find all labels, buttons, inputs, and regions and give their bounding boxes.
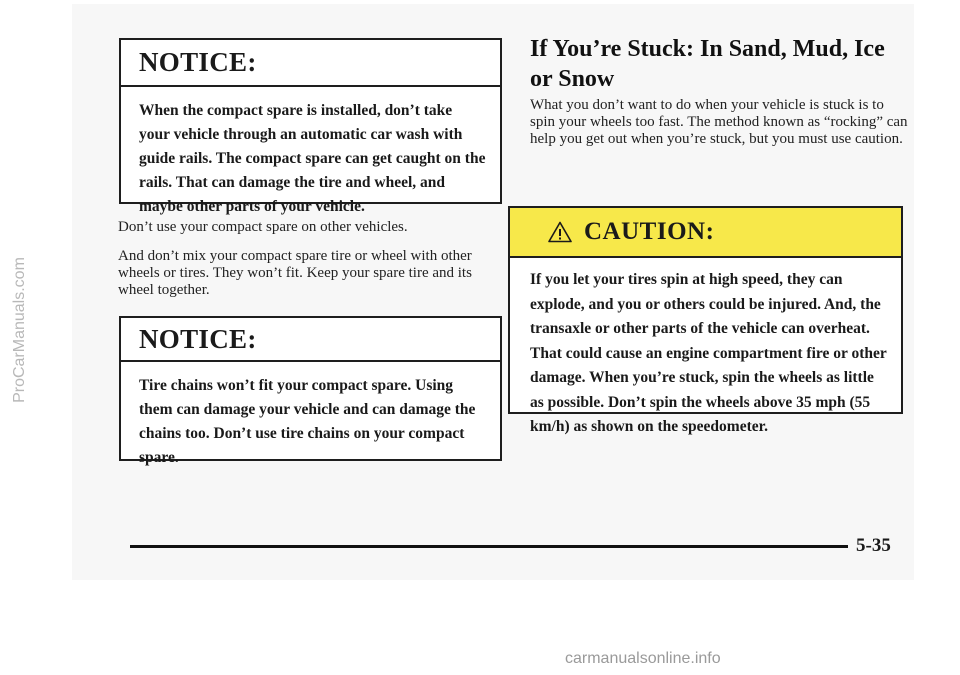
- caution-box: [508, 206, 903, 435]
- bottom-watermark: carmanualsonline.info: [565, 650, 721, 667]
- notice-body: When the compact spare is installed, don’t take your vehicle through an automatic car wash with guide rails. The compact spare can get caught on the rails. That can damage the tire and wheel, and maybe other parts of your vehicle.: [139, 102, 486, 215]
- notice-header: [121, 318, 500, 362]
- notice-title: NOTICE:: [139, 47, 257, 77]
- paragraph-dont-mix: And don’t mix your compact spare tire or wheel with other wheels or tires. They won’t fit. Keep your spare tire and its wheel together.: [118, 248, 472, 298]
- side-watermark: ProCarManuals.com: [11, 257, 29, 403]
- paragraph-other-vehicles: Don’t use your compact spare on other vehicles.: [118, 219, 408, 235]
- notice-body: Tire chains won’t fit your compact spare. Using them can damage your vehicle and can damage the chains too. Don’t use tire chains on your compact spare.: [139, 377, 476, 466]
- notice-header: [121, 40, 500, 87]
- caution-header: [510, 208, 901, 258]
- section-heading: If You’re Stuck: In Sand, Mud, Ice or Snow: [530, 36, 885, 92]
- caution-body: If you let your tires spin at high speed, they can explode, and you or others could be injured. And, the transaxle or other parts of the vehicle can overheat. That could cause an engine compartment fire or other damage. When you’re stuck, spin the wheels as little as possible. Don’t spin the wheels above 35 mph (55 km/h) as shown on the speedometer.: [530, 271, 887, 435]
- warning-triangle-icon: [548, 221, 572, 243]
- page-number: 5-35: [856, 535, 891, 556]
- footer-rule: [130, 545, 848, 548]
- paragraph-rocking: What you don’t want to do when your vehicle is stuck is to spin your wheels too fast. The method known as “rocking” can help you get out when you’re stuck, but you must use caution.: [530, 97, 908, 147]
- notice-box-tire-chains: [119, 316, 502, 466]
- caution-title: CAUTION:: [584, 218, 715, 245]
- notice-box-car-wash: [119, 38, 502, 215]
- notice-title: NOTICE:: [139, 323, 257, 354]
